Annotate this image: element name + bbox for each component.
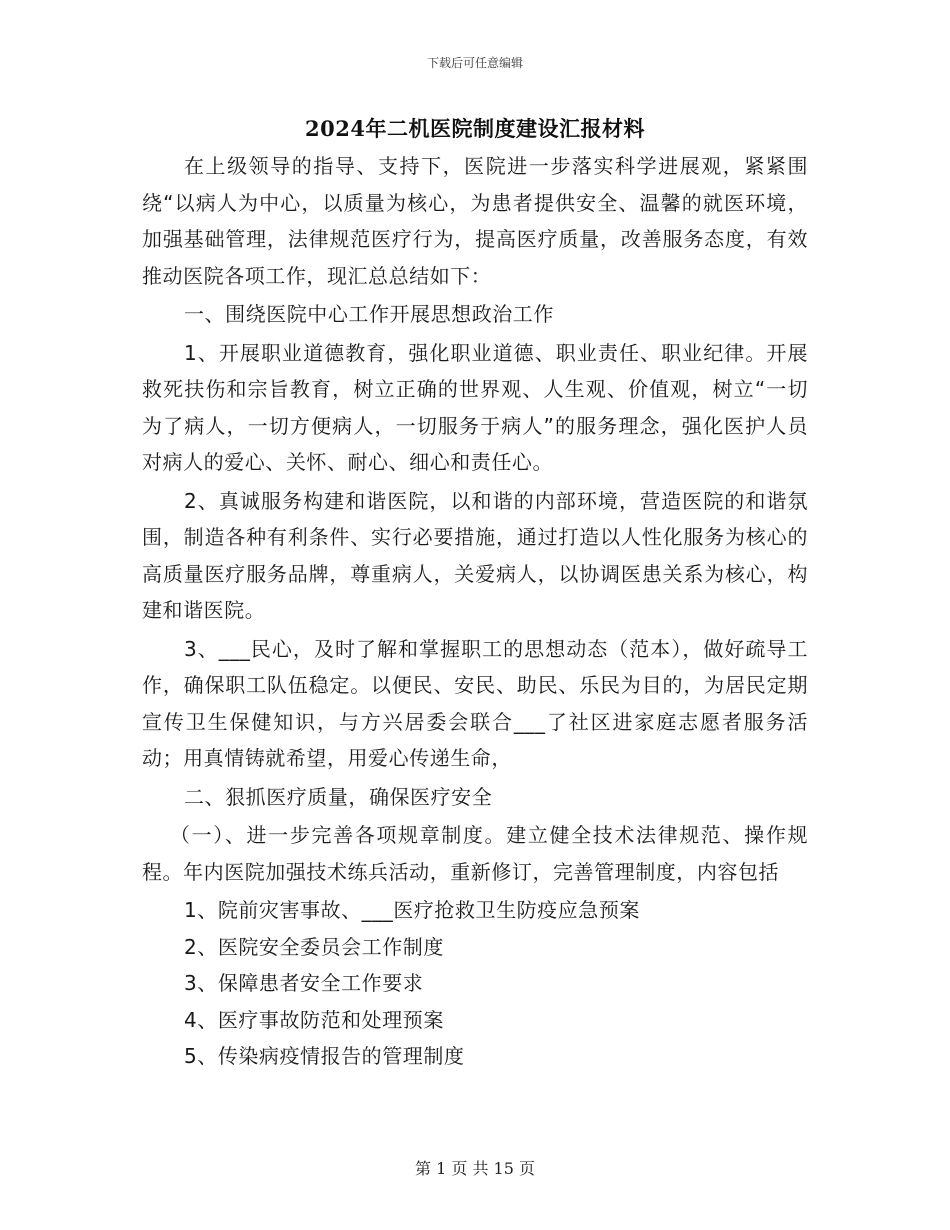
paragraph-item-1: 1、开展职业道德教育，强化职业道德、职业责任、职业纪律。开展救死扶伤和宗旨教育，树立正确的世界观、人生观、价值观，树立“一切为了病人，一切方便病人，一切服务于病人”的服务理念，强化医护人员对病人的爱心、关怀、耐心、细心和责任心。: [142, 340, 808, 474]
list-item-5: 5、传染病疫情报告的管理制度: [184, 1044, 465, 1068]
section-heading-1: 一、围绕医院中心工作开展思想政治工作: [184, 302, 554, 326]
list-item-1: 1、院前灾害事故、___医疗抢救卫生防疫应急预案: [184, 898, 640, 922]
list-item-3: 3、保障患者安全工作要求: [184, 971, 424, 995]
subsection-paragraph-1: （一）、进一步完善各项规章制度。建立健全技术法律规范、操作规程。年内医院加强技术练兵活动，重新修订，完善管理制度，内容包括: [142, 823, 808, 884]
section-heading-2: 二、狠抓医疗质量，确保医疗安全: [184, 784, 493, 809]
list-item-2: 2、医院安全委员会工作制度: [184, 934, 444, 959]
header-note: 下载后可任意编辑: [426, 56, 523, 70]
page-number-footer: 第 1 页 共 15 页: [415, 1159, 535, 1178]
paragraph-item-2: 2、真诚服务构建和谐医院，以和谐的内部环境，营造医院的和谐氛围，制造各种有利条件、实行必要措施，通过打造以人性化服务为核心的高质量医疗服务品牌，尊重病人，关爱病人，以协调医患关系为核心，构建和谐医院。: [142, 488, 808, 622]
document-title: 2024年二机医院制度建设汇报材料: [305, 116, 645, 141]
intro-paragraph: 在上级领导的指导、支持下，医院进一步落实科学进展观，紧紧围绕“以病人为中心，以质量为核心，为患者提供安全、温馨的就医环境，加强基础管理，法律规范医疗行为，提高医疗质量，改善服务态度，有效推动医院各项工作，现汇总总结如下：: [142, 154, 808, 288]
document-body: [142, 148, 808, 1075]
list-item-4: 4、医疗事故防范和处理预案: [184, 1007, 444, 1032]
paragraph-item-3: 3、___民心，及时了解和掌握职工的思想动态（范本），做好疏导工作，确保职工队伍稳定。以便民、安民、助民、乐民为目的，为居民定期宣传卫生保健知识，与方兴居委会联合___了社区进家庭志愿者服务活动；用真情铸就希望，用爱心传递生命，: [142, 636, 808, 770]
